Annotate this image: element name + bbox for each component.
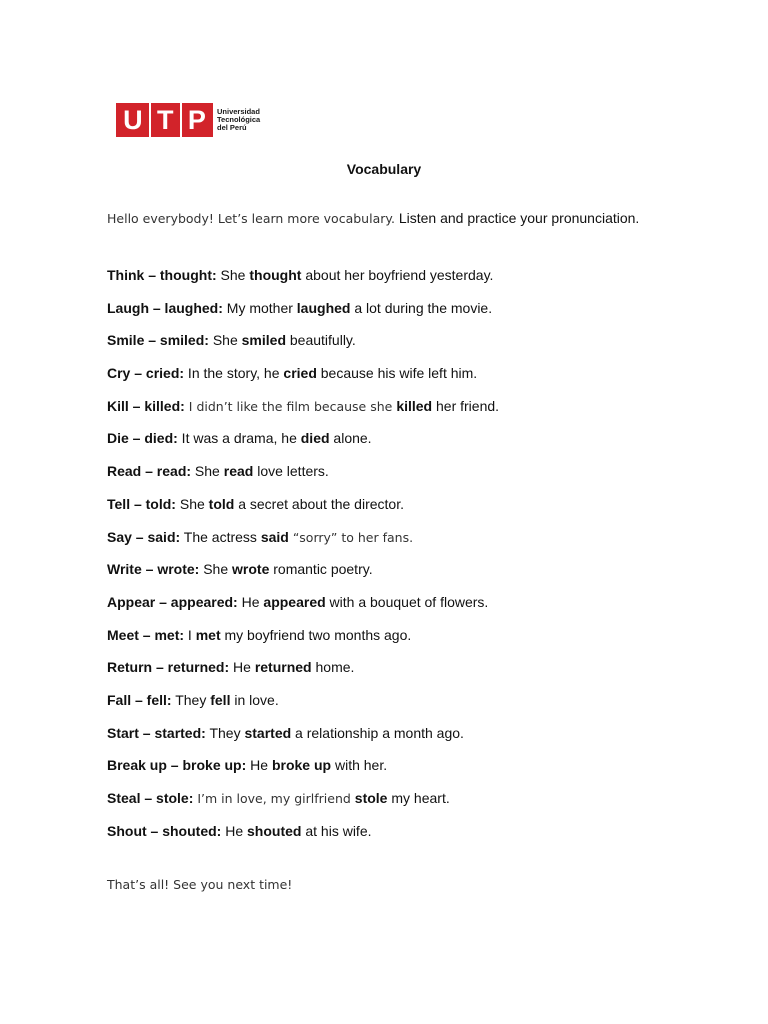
entry-term: Write – wrote: xyxy=(107,561,200,578)
entry-sentence-end: a relationship a month ago. xyxy=(291,724,464,741)
entry-sentence-start: The actress xyxy=(180,528,261,545)
entry-sentence-start: She xyxy=(199,561,233,578)
entry-term: Return – returned: xyxy=(107,659,230,676)
entry-sentence-end: her friend. xyxy=(432,397,500,414)
vocabulary-entry xyxy=(107,821,499,854)
entry-term: Read – read: xyxy=(107,463,192,480)
logo-letter-p: P xyxy=(187,105,206,135)
vocabulary-entry xyxy=(107,396,499,429)
entry-term: Break up – broke up: xyxy=(107,757,247,774)
vocabulary-entry xyxy=(107,788,499,821)
vocabulary-entry xyxy=(107,657,499,690)
entry-sentence-end: a lot during the movie. xyxy=(350,299,493,316)
entry-verb: started xyxy=(244,724,292,741)
entry-term: Start – started: xyxy=(107,724,206,741)
entry-term: Fall – fell: xyxy=(107,691,172,708)
entry-verb: stole xyxy=(354,790,388,806)
entry-verb: met xyxy=(195,626,221,643)
entry-term: Think – thought: xyxy=(107,267,217,283)
entry-verb: cried xyxy=(283,365,317,382)
entry-sentence-start: I didn’t like the film because she xyxy=(184,398,397,414)
vocabulary-entry xyxy=(107,494,499,527)
logo-letter-u: U xyxy=(123,105,143,135)
entry-sentence-end: about her boyfriend yesterday. xyxy=(301,267,494,283)
vocabulary-entry xyxy=(107,559,499,592)
entry-sentence-end: love letters. xyxy=(253,463,329,480)
intro-instruction: Listen and practice your pronunciation. xyxy=(394,210,640,226)
entry-sentence-start: It was a drama, he xyxy=(177,430,301,447)
vocabulary-entry xyxy=(107,723,499,756)
vocabulary-entry xyxy=(107,363,499,396)
entry-sentence-start: I xyxy=(184,626,196,643)
entry-sentence-end: at his wife. xyxy=(301,822,372,839)
entry-term: Cry – cried: xyxy=(107,365,185,382)
entry-sentence-end: my boyfriend two months ago. xyxy=(220,626,412,643)
entry-term: Kill – killed: xyxy=(107,397,185,414)
entry-verb: returned xyxy=(254,659,312,676)
entry-sentence-start: In the story, he xyxy=(184,365,284,382)
entry-term: Laugh – laughed: xyxy=(107,299,223,316)
entry-sentence-start: He xyxy=(246,757,272,774)
closing-text: That’s all! See you next time! xyxy=(107,877,293,892)
entry-sentence-end: alone. xyxy=(329,430,372,447)
entry-verb: killed xyxy=(396,397,433,414)
page-title: Vocabulary xyxy=(346,161,422,177)
entry-sentence-end: because his wife left him. xyxy=(316,365,478,382)
utp-logo xyxy=(116,103,260,137)
vocabulary-entry xyxy=(107,755,499,788)
entry-verb: smiled xyxy=(241,332,286,349)
entry-sentence-start: She xyxy=(175,495,209,512)
entry-sentence-end: a secret about the director. xyxy=(234,495,404,512)
entry-term: Appear – appeared: xyxy=(107,593,238,610)
vocabulary-entry xyxy=(107,625,499,658)
entry-term: Shout – shouted: xyxy=(107,822,222,839)
entry-verb: said xyxy=(260,528,289,545)
logo-mark xyxy=(116,103,213,137)
logo-line: del Perú xyxy=(217,123,247,132)
entry-verb: laughed xyxy=(296,299,351,316)
logo-wordmark xyxy=(217,108,260,132)
entry-verb: appeared xyxy=(263,593,326,610)
vocabulary-entry xyxy=(107,428,499,461)
logo-line: Tecnológica xyxy=(217,115,261,124)
intro-paragraph xyxy=(107,210,639,226)
entry-sentence-start: They xyxy=(205,724,245,741)
entry-sentence-end: beautifully. xyxy=(286,332,356,349)
logo-separator xyxy=(180,103,182,137)
logo-letter-t: T xyxy=(156,105,174,135)
entry-verb: told xyxy=(208,495,235,512)
entry-sentence-end: with her. xyxy=(331,757,388,774)
entry-term: Die – died: xyxy=(107,430,178,447)
vocabulary-list xyxy=(107,265,499,853)
entry-term: Smile – smiled: xyxy=(107,332,209,349)
entry-sentence-start: He xyxy=(237,593,264,610)
entry-verb: wrote xyxy=(232,561,270,578)
vocabulary-entry xyxy=(107,330,499,363)
entry-term: Steal – stole: xyxy=(107,790,194,806)
vocabulary-entry xyxy=(107,592,499,625)
entry-verb: read xyxy=(223,463,254,480)
entry-sentence-start: They xyxy=(171,691,211,708)
entry-sentence-end: my heart. xyxy=(387,790,450,806)
intro-greeting: Hello everybody! Let’s learn more vocabulary. xyxy=(107,211,395,226)
entry-verb: died xyxy=(300,430,330,447)
entry-sentence-start: He xyxy=(229,659,255,676)
entry-sentence-end: romantic poetry. xyxy=(269,561,373,578)
entry-sentence-end: in love. xyxy=(230,691,279,708)
entry-term: Say – said: xyxy=(107,528,181,545)
vocabulary-entry xyxy=(107,690,499,723)
entry-term: Meet – met: xyxy=(107,626,185,643)
vocabulary-entry xyxy=(107,527,499,560)
entry-sentence-start: She xyxy=(208,332,242,349)
entry-term: Tell – told: xyxy=(107,495,176,512)
entry-verb: fell xyxy=(210,691,231,708)
logo-line: Universidad xyxy=(217,107,260,116)
logo-separator xyxy=(149,103,151,137)
entry-sentence-start: She xyxy=(216,267,250,283)
entry-sentence-start: I’m in love, my girlfriend xyxy=(193,791,355,806)
entry-verb: broke up xyxy=(271,757,332,774)
entry-sentence-start: My mother xyxy=(222,299,297,316)
entry-verb: shouted xyxy=(247,822,302,839)
entry-sentence-end: home. xyxy=(311,659,355,676)
entry-sentence-start: He xyxy=(221,822,248,839)
vocabulary-entry xyxy=(107,298,499,331)
vocabulary-entry xyxy=(107,265,499,298)
entry-sentence-start: She xyxy=(191,463,224,480)
vocabulary-entry xyxy=(107,461,499,494)
entry-sentence-end: “sorry” to her fans. xyxy=(288,529,414,545)
entry-verb: thought xyxy=(249,267,302,283)
entry-sentence-end: with a bouquet of flowers. xyxy=(325,593,489,610)
